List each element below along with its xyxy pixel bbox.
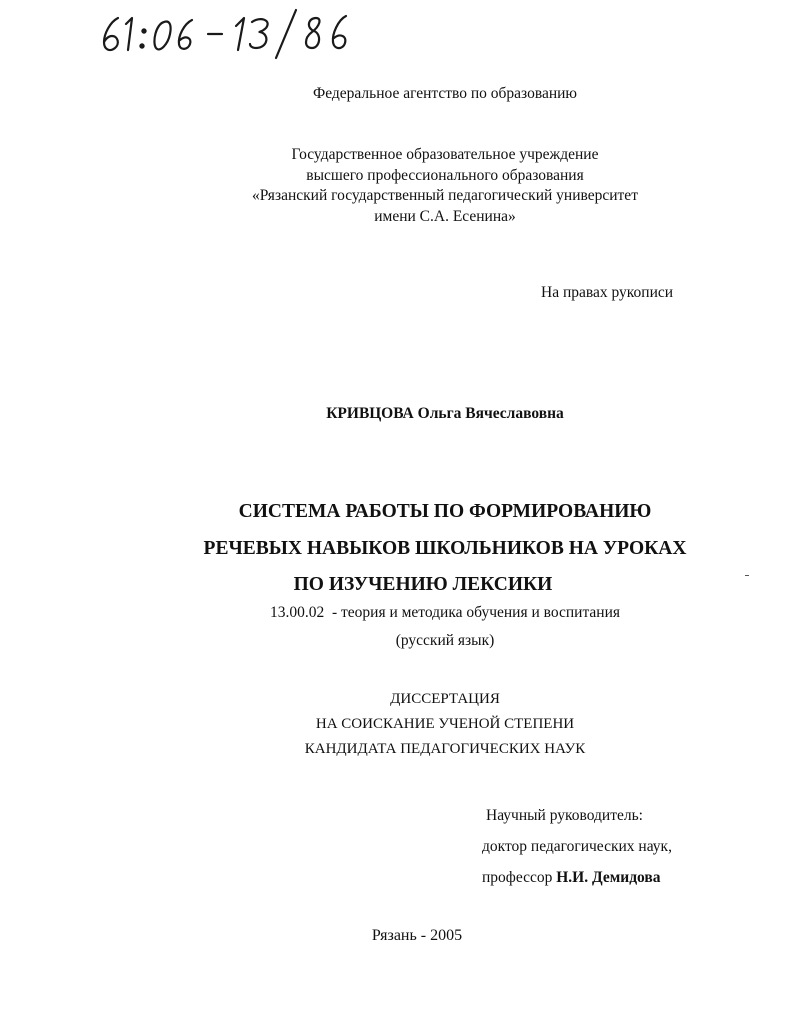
city-year	[0, 927, 793, 945]
supervisor-label: Научный руководитель:	[486, 807, 643, 824]
title-line: РЕЧЕВЫХ НАВЫКОВ ШКОЛЬНИКОВ НА УРОКАХ	[203, 537, 687, 559]
specialty-code: 13.00.02 - теория и методика обучения и воспитания	[269, 604, 621, 621]
supervisor-degree: доктор педагогических наук,	[482, 838, 672, 855]
agency-text: Федеральное агентство по образованию	[312, 85, 578, 102]
degree-line: НА СОИСКАНИЕ УЧЕНОЙ СТЕПЕНИ	[315, 716, 575, 732]
scan-speck	[745, 575, 749, 576]
title-line: ПО ИЗУЧЕНИЮ ЛЕКСИКИ	[293, 574, 553, 595]
dissertation-title	[0, 494, 793, 604]
agency-line	[0, 85, 793, 103]
manuscript-note-text: На правах рукописи	[541, 284, 674, 301]
author-name	[0, 405, 793, 423]
institution-line: высшего профессионального образования	[306, 166, 584, 184]
author-given-names: Ольга Вячеславовна	[417, 405, 564, 422]
specialty-subject: (русский язык)	[395, 632, 495, 649]
institution-line: Государственное образовательное учреждение	[291, 146, 599, 163]
supervisor-block	[482, 800, 672, 893]
manuscript-note	[541, 284, 673, 302]
title-line: СИСТЕМА РАБОТЫ ПО ФОРМИРОВАНИЮ	[238, 501, 652, 522]
degree-statement	[0, 687, 793, 762]
author-surname: КРИВЦОВА	[326, 405, 414, 422]
degree-line: КАНДИДАТА ПЕДАГОГИЧЕСКИХ НАУК	[304, 741, 586, 757]
supervisor-title: профессор	[482, 869, 553, 886]
specialty-block	[0, 599, 793, 655]
handwritten-archive-mark	[100, 4, 400, 60]
city-year-text: Рязань - 2005	[371, 927, 463, 944]
institution-block	[0, 145, 793, 227]
institution-line: «Рязанский государственный педагогический университет	[252, 187, 638, 204]
supervisor-name: Н.И. Демидова	[556, 869, 661, 886]
institution-line: имени С.А. Есенина»	[374, 207, 516, 225]
degree-line: ДИССЕРТАЦИЯ	[390, 691, 500, 707]
